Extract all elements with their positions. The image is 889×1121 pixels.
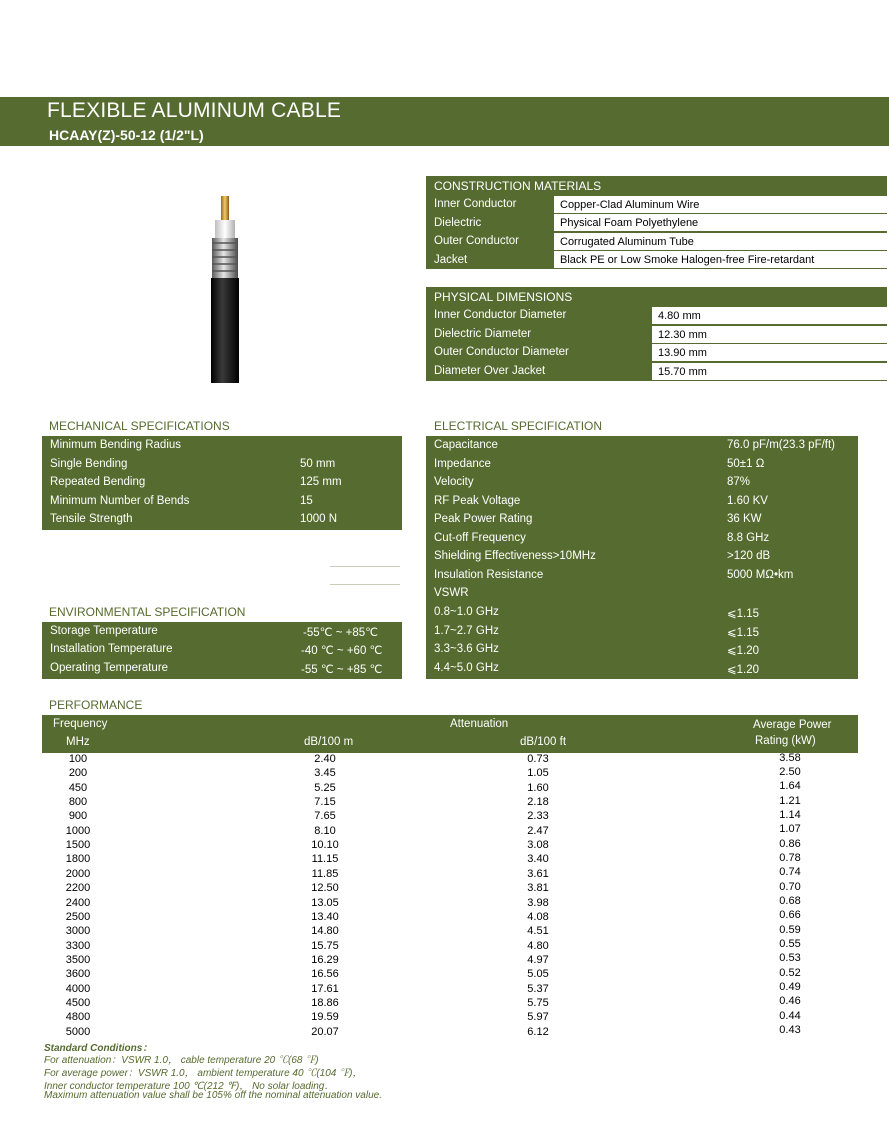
attenuation-db-per-100m-cell: 18.86 xyxy=(311,996,339,1009)
db-per-100ft-header: dB/100 ft xyxy=(520,736,567,748)
mechanical-title: MECHANICAL SPECIFICATIONS xyxy=(49,419,230,433)
frequency-cell: 4800 xyxy=(65,1011,91,1024)
average-power-cell: 0.49 xyxy=(779,981,801,994)
attenuation-db-per-100ft-cell: 2.18 xyxy=(527,796,549,809)
attenuation-db-per-100ft-cell: 6.12 xyxy=(527,1025,549,1038)
environmental-label: Operating Temperature xyxy=(50,662,169,674)
electrical-label: Capacitance xyxy=(434,439,498,451)
attenuation-db-per-100ft-cell: 2.47 xyxy=(527,824,549,837)
frequency-cell: 4000 xyxy=(65,982,91,995)
frequency-cell: 450 xyxy=(68,781,88,794)
performance-title: PERFORMANCE xyxy=(49,698,143,712)
physical-label: Dielectric Diameter xyxy=(434,328,532,340)
attenuation-db-per-100m-cell: 13.40 xyxy=(311,910,339,923)
electrical-label: VSWR xyxy=(434,587,469,599)
mechanical-value: 1000 N xyxy=(300,513,338,525)
electrical-label: 0.8~1.0 GHz xyxy=(434,606,499,618)
attenuation-db-per-100m-cell: 15.75 xyxy=(311,939,339,952)
frequency-cell: 1500 xyxy=(65,839,91,852)
page-title: FLEXIBLE ALUMINUM CABLE xyxy=(47,99,342,122)
frequency-cell: 3000 xyxy=(65,925,91,938)
average-power-cell: 2.50 xyxy=(779,765,801,778)
construction-label: Dielectric xyxy=(434,217,482,229)
environmental-table xyxy=(42,622,402,679)
average-power-cell: 0.43 xyxy=(779,1024,801,1037)
attenuation-db-per-100m-cell: 7.15 xyxy=(314,796,336,809)
physical-value: 12.30 mm xyxy=(652,326,887,344)
frequency-cell: 200 xyxy=(68,767,88,780)
attenuation-db-per-100m-cell: 16.29 xyxy=(311,953,339,966)
attenuation-db-per-100m-cell: 17.61 xyxy=(311,982,339,995)
electrical-value: 50±1 Ω xyxy=(727,458,765,470)
attenuation-db-per-100ft-cell: 3.08 xyxy=(527,839,549,852)
attenuation-db-per-100ft-cell: 4.80 xyxy=(527,939,549,952)
attenuation-db-per-100m-cell: 20.07 xyxy=(311,1025,339,1038)
electrical-value: 1.60 KV xyxy=(727,495,768,507)
footnote-line: For attenuation：VSWR 1.0， cable temperature 20 ℃(68 ℉) xyxy=(44,1055,319,1066)
attenuation-db-per-100m-cell: 10.10 xyxy=(311,839,339,852)
attenuation-db-per-100m-cell: 13.05 xyxy=(311,896,339,909)
attenuation-db-per-100ft-cell: 4.51 xyxy=(527,925,549,938)
average-power-cell: 1.14 xyxy=(779,808,801,821)
attenuation-db-per-100ft-cell: 5.37 xyxy=(527,982,549,995)
physical-label: Inner Conductor Diameter xyxy=(434,309,567,321)
electrical-value: 5000 MΩ•km xyxy=(727,569,794,581)
environmental-label: Storage Temperature xyxy=(50,625,158,637)
average-power-cell: 0.70 xyxy=(779,880,801,893)
construction-title: CONSTRUCTION MATERIALS xyxy=(434,179,602,193)
frequency-cell: 1800 xyxy=(65,853,91,866)
average-power-cell: 0.78 xyxy=(779,851,801,864)
electrical-value: ⩽1.20 xyxy=(727,645,760,657)
construction-materials-table xyxy=(426,176,887,269)
model-number: HCAAY(Z)-50-12 (1/2"L) xyxy=(49,127,204,143)
electrical-label: Peak Power Rating xyxy=(434,513,533,525)
construction-label: Jacket xyxy=(434,254,468,266)
electrical-label: Velocity xyxy=(434,476,474,488)
construction-label: Outer Conductor xyxy=(434,235,520,247)
physical-label: Outer Conductor Diameter xyxy=(434,346,569,358)
frequency-cell: 3600 xyxy=(65,968,91,981)
footnote-line: Inner conductor temperature 100 ℃(212 ℉)， No solar loading． xyxy=(44,1081,335,1092)
attenuation-db-per-100ft-cell: 1.60 xyxy=(527,781,549,794)
physical-value: 13.90 mm xyxy=(652,344,887,362)
mechanical-label: Minimum Number of Bends xyxy=(50,495,190,507)
attenuation-db-per-100ft-cell: 0.73 xyxy=(527,753,549,765)
mechanical-label: Repeated Bending xyxy=(50,476,146,488)
average-power-header: Average Power xyxy=(753,719,832,731)
attenuation-db-per-100m-cell: 19.59 xyxy=(311,1011,339,1024)
electrical-label: 4.4~5.0 GHz xyxy=(434,662,499,674)
frequency-cell: 5000 xyxy=(65,1025,91,1038)
footnote-title: Standard Conditions： xyxy=(44,1043,153,1054)
electrical-label: 1.7~2.7 GHz xyxy=(434,625,499,637)
average-power-cell: 0.68 xyxy=(779,895,801,907)
electrical-value: 36 KW xyxy=(727,513,762,525)
attenuation-db-per-100ft-cell: 4.97 xyxy=(527,953,549,966)
cable-cross-section-image xyxy=(205,190,245,383)
attenuation-db-per-100m-cell: 16.56 xyxy=(311,968,339,981)
electrical-value: 8.8 GHz xyxy=(727,532,770,544)
attenuation-db-per-100ft-cell: 5.97 xyxy=(527,1011,549,1024)
attenuation-db-per-100ft-cell: 2.33 xyxy=(527,810,549,823)
frequency-cell: 3300 xyxy=(65,939,91,952)
frequency-cell: 2400 xyxy=(65,896,91,909)
attenuation-db-per-100ft-cell: 1.05 xyxy=(527,767,549,780)
frequency-cell: 100 xyxy=(68,753,88,765)
attenuation-db-per-100m-cell: 11.85 xyxy=(311,867,339,880)
db-per-100m-header: dB/100 m xyxy=(304,736,354,748)
attenuation-db-per-100m-cell: 14.80 xyxy=(311,925,339,938)
attenuation-db-per-100m-cell: 3.45 xyxy=(314,767,336,780)
average-power-cell: 1.07 xyxy=(779,823,801,836)
electrical-label: RF Peak Voltage xyxy=(434,495,521,507)
frequency-cell: 800 xyxy=(68,796,88,809)
frequency-cell: 2200 xyxy=(65,882,91,895)
mechanical-table xyxy=(42,436,402,530)
footnote-line: For average power：VSWR 1.0， ambient temperature 40 ℃(104 ℉)， xyxy=(44,1068,363,1079)
mechanical-value: 125 mm xyxy=(300,476,342,488)
physical-value: 15.70 mm xyxy=(652,363,887,381)
environmental-label: Installation Temperature xyxy=(50,643,173,655)
frequency-cell: 3500 xyxy=(65,953,91,966)
electrical-title: ELECTRICAL SPECIFICATION xyxy=(434,419,603,433)
attenuation-db-per-100m-cell: 11.15 xyxy=(311,853,339,866)
average-power-cell: 0.86 xyxy=(779,837,801,850)
title-banner xyxy=(0,97,889,146)
attenuation-db-per-100m-cell: 12.50 xyxy=(311,882,339,895)
electrical-value: >120 dB xyxy=(727,550,771,562)
mechanical-label: Tensile Strength xyxy=(50,513,133,525)
average-power-cell: 0.59 xyxy=(779,923,801,936)
attenuation-db-per-100ft-cell: 4.08 xyxy=(527,910,549,923)
average-power-cell: 3.58 xyxy=(779,751,801,764)
construction-value: Black PE or Low Smoke Halogen-free Fire-retardant xyxy=(554,251,887,269)
construction-value: Corrugated Aluminum Tube xyxy=(554,233,887,251)
electrical-value: ⩽1.20 xyxy=(727,664,760,676)
frequency-cell: 2500 xyxy=(65,910,91,923)
attenuation-db-per-100m-cell: 2.40 xyxy=(314,753,336,765)
electrical-label: Cut-off Frequency xyxy=(434,532,526,544)
electrical-label: Insulation Resistance xyxy=(434,569,544,581)
frequency-cell: 4500 xyxy=(65,996,91,1009)
electrical-label: Impedance xyxy=(434,458,491,470)
electrical-value: ⩽1.15 xyxy=(727,627,760,639)
physical-title: PHYSICAL DIMENSIONS xyxy=(434,290,573,304)
environmental-value: -40 ℃ ~ +60 ℃ xyxy=(301,645,383,657)
footnote-line: Maximum attenuation value shall be 105% off the nominal attenuation value. xyxy=(44,1090,382,1101)
attenuation-db-per-100ft-cell: 3.81 xyxy=(527,882,549,895)
average-power-cell: 0.52 xyxy=(779,966,801,979)
environmental-value: -55 ℃ ~ +85 ℃ xyxy=(301,664,383,676)
divider xyxy=(330,584,400,585)
average-power-cell: 0.46 xyxy=(779,995,801,1008)
electrical-label: 3.3~3.6 GHz xyxy=(434,643,499,655)
attenuation-db-per-100m-cell: 8.10 xyxy=(314,824,336,837)
attenuation-db-per-100m-cell: 5.25 xyxy=(314,781,336,794)
average-power-cell: 0.66 xyxy=(779,909,801,922)
performance-header xyxy=(42,715,858,753)
construction-value: Physical Foam Polyethylene xyxy=(554,214,887,232)
attenuation-db-per-100ft-cell: 3.61 xyxy=(527,867,549,880)
construction-value: Copper-Clad Aluminum Wire xyxy=(554,196,887,214)
attenuation-db-per-100ft-cell: 5.05 xyxy=(527,968,549,981)
average-power-cell: 0.53 xyxy=(779,952,801,965)
attenuation-db-per-100ft-cell: 3.40 xyxy=(527,853,549,866)
power-rating-header: Rating (kW) xyxy=(755,735,816,747)
frequency-cell: 900 xyxy=(68,810,88,823)
electrical-value: ⩽1.15 xyxy=(727,608,760,620)
average-power-cell: 0.44 xyxy=(779,1009,801,1022)
mechanical-value: 15 xyxy=(300,495,313,507)
electrical-value: 87% xyxy=(727,476,751,488)
construction-label: Inner Conductor xyxy=(434,198,517,210)
physical-dimensions-table xyxy=(426,287,887,381)
average-power-cell: 0.55 xyxy=(779,938,801,951)
frequency-cell: 2000 xyxy=(65,867,91,880)
average-power-cell: 0.74 xyxy=(779,866,801,879)
divider xyxy=(330,566,400,567)
mechanical-label: Minimum Bending Radius xyxy=(50,439,182,451)
environmental-title: ENVIRONMENTAL SPECIFICATION xyxy=(49,605,246,619)
physical-label: Diameter Over Jacket xyxy=(434,365,546,377)
mechanical-label: Single Bending xyxy=(50,458,128,470)
attenuation-db-per-100m-cell: 7.65 xyxy=(314,810,336,823)
mechanical-value: 50 mm xyxy=(300,458,336,470)
electrical-value: 76.0 pF/m(23.3 pF/ft) xyxy=(727,439,836,451)
electrical-label: Shielding Effectiveness>10MHz xyxy=(434,550,596,562)
average-power-cell: 1.21 xyxy=(779,794,801,807)
attenuation-db-per-100ft-cell: 3.98 xyxy=(527,896,549,909)
environmental-value: -55℃ ~ +85℃ xyxy=(303,627,379,639)
average-power-cell: 1.64 xyxy=(779,780,801,793)
attenuation-db-per-100ft-cell: 5.75 xyxy=(527,996,549,1009)
frequency-header: Frequency xyxy=(53,718,108,730)
attenuation-header: Attenuation xyxy=(450,718,509,730)
frequency-cell: 1000 xyxy=(65,824,91,837)
physical-value: 4.80 mm xyxy=(652,307,887,325)
electrical-table xyxy=(426,436,858,679)
mhz-header: MHz xyxy=(66,736,90,748)
